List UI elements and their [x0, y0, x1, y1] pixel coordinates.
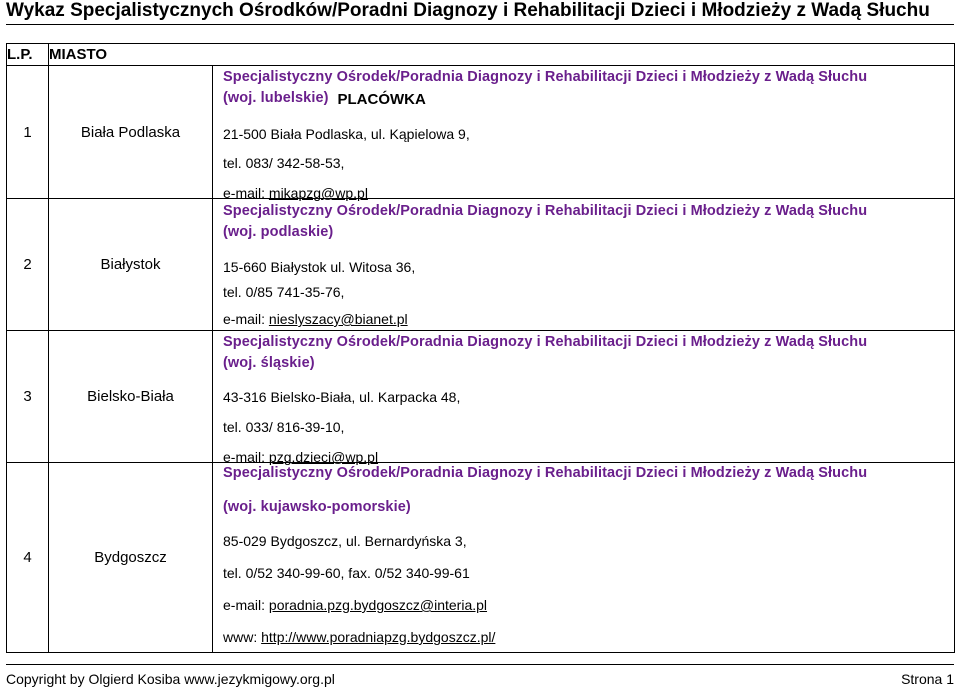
clinic-www-line [223, 626, 867, 648]
clinic-address: 21-500 Biała Podlaska, ul. Kąpielowa 9, [223, 126, 470, 142]
row-number: 4 [7, 463, 49, 653]
row-city: Biała Podlaska [49, 66, 213, 199]
email-prefix: e-mail: [223, 597, 269, 613]
footer-copyright: Copyright by Olgierd Kosiba www.jezykmigowy.org.pl [6, 671, 335, 687]
row-details [213, 66, 955, 199]
email-link[interactable]: poradnia.pzg.bydgoszcz@interia.pl [268, 597, 488, 613]
clinic-address: 15-660 Białystok ul. Witosa 36, [223, 259, 416, 275]
row-details [213, 463, 955, 653]
row-number: 1 [7, 66, 49, 199]
www-prefix: www: [223, 629, 262, 645]
clinic-phone: tel. 033/ 816-39-10, [223, 419, 345, 435]
clinic-name: Specjalistyczny Ośrodek/Poradnia Diagnozy i Rehabilitacji Dzieci i Młodzieży z Wadą Słuchu [223, 465, 868, 481]
clinic-name: Specjalistyczny Ośrodek/Poradnia Diagnozy i Rehabilitacji Dzieci i Młodzieży z Wadą Słuchu [223, 334, 868, 350]
header-miasto-label: MIASTO [49, 46, 108, 63]
row-number: 2 [7, 199, 49, 331]
page-title: Wykaz Specjalistycznych Ośrodków/Poradni Diagnozy i Rehabilitacji Dzieci i Młodzieży z Wadą Słuchu [6, 0, 930, 21]
row-number: 3 [7, 331, 49, 463]
row-city: Bielsko-Biała [49, 331, 213, 463]
row-city: Białystok [49, 199, 213, 331]
email-prefix: e-mail: [223, 185, 269, 201]
table-header-row [7, 44, 955, 66]
table-row [7, 199, 955, 331]
email-link[interactable]: mikapzg@wp.pl [268, 185, 368, 201]
header-rule [6, 24, 954, 25]
row-details [213, 331, 955, 463]
header-lp: L.P. [7, 44, 49, 66]
email-prefix: e-mail: [223, 311, 269, 327]
clinic-table [6, 43, 955, 653]
clinic-phone: tel. 0/52 340-99-60, fax. 0/52 340-99-61 [223, 565, 470, 581]
clinic-phone: tel. 083/ 342-58-53, [223, 155, 345, 171]
email-prefix: e-mail: [223, 449, 269, 465]
clinic-phone: tel. 0/85 741-35-76, [223, 284, 345, 300]
clinic-address: 43-316 Bielsko-Biała, ul. Karpacka 48, [223, 389, 461, 405]
clinic-name: Specjalistyczny Ośrodek/Poradnia Diagnozy i Rehabilitacji Dzieci i Młodzieży z Wadą Słuchu [223, 69, 868, 85]
table-row [7, 66, 955, 199]
clinic-region: (woj. lubelskie) [223, 90, 329, 106]
row-details [213, 199, 955, 331]
footer-page-number: Strona 1 [901, 671, 954, 687]
clinic-email-line [223, 594, 867, 616]
email-link[interactable]: pzg.dzieci@wp.pl [268, 449, 379, 465]
clinic-region: (woj. kujawsko-pomorskie) [223, 499, 411, 515]
clinic-region: (woj. śląskie) [223, 355, 315, 371]
table-row [7, 331, 955, 463]
row-city: Bydgoszcz [49, 463, 213, 653]
email-link[interactable]: nieslyszacy@bianet.pl [268, 311, 408, 327]
www-link[interactable]: http://www.poradniapzg.bydgoszcz.pl/ [261, 629, 496, 645]
clinic-region: (woj. podlaskie) [223, 224, 334, 240]
footer-rule [6, 664, 954, 665]
clinic-email-line [223, 308, 867, 330]
clinic-address: 85-029 Bydgoszcz, ul. Bernardyńska 3, [223, 533, 467, 549]
clinic-name: Specjalistyczny Ośrodek/Poradnia Diagnozy i Rehabilitacji Dzieci i Młodzieży z Wadą Słuchu [223, 203, 868, 219]
table-row [7, 463, 955, 653]
header-placowka: PLACÓWKA [337, 90, 426, 108]
